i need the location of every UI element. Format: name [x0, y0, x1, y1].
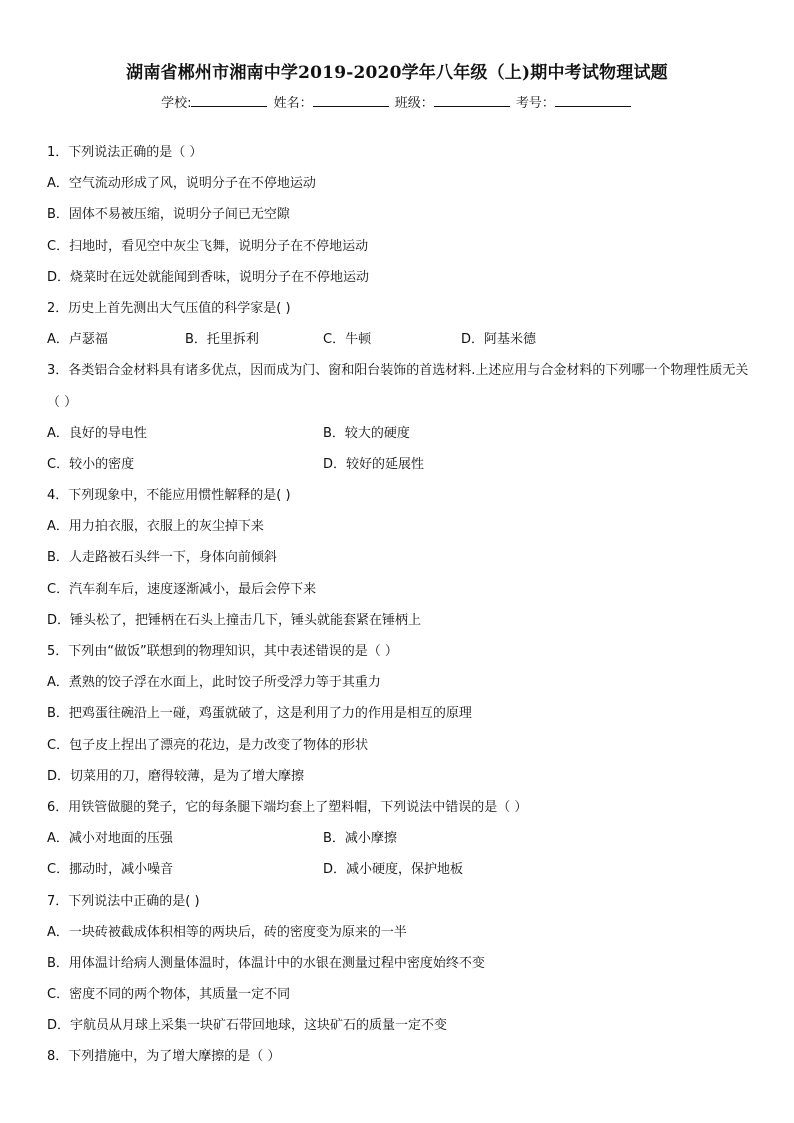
- question-stem: 5．下列由“做饭”联想到的物理知识，其中表述错误的是（ ）: [47, 644, 398, 660]
- answer-option: A．空气流动形成了风，说明分子在不停地运动: [47, 176, 316, 192]
- question-stem: 4．下列现象中，不能应用惯性解释的是( ): [47, 488, 291, 504]
- answer-option: B．减小摩擦: [323, 831, 397, 847]
- answer-option: A．一块砖被截成体积相等的两块后，砖的密度变为原来的一半: [47, 924, 407, 940]
- option-row: [47, 449, 752, 480]
- class-blank: [434, 94, 510, 107]
- answer-option: A．良好的导电性: [47, 425, 147, 441]
- answer-option: C．较小的密度: [47, 456, 135, 472]
- question-stem: 1．下列说法正确的是（ ）: [47, 145, 203, 160]
- answer-option: C．挪动时，减小噪音: [47, 862, 174, 878]
- option-row: [47, 854, 752, 885]
- answer-option: A．减小对地面的压强: [47, 831, 173, 847]
- answer-option: A．用力拍衣服，衣服上的灰尘掉下来: [47, 519, 264, 535]
- answer-option: C．汽车刹车后，速度逐渐减小，最后会停下来: [47, 581, 317, 597]
- answer-option: C．密度不同的两个物体，其质量一定不同: [47, 987, 291, 1003]
- question-stem: 7．下列说法中正确的是( ): [47, 893, 200, 909]
- exam-number-blank: [555, 94, 631, 107]
- option-row: [47, 324, 752, 355]
- name-label: 姓名：: [273, 96, 313, 111]
- school-label: 学校:: [161, 96, 192, 111]
- answer-option: B．用体温计给病人测量体温时，体温计中的水银在测量过程中密度始终不变: [47, 955, 485, 971]
- answer-option: B．较大的硬度: [323, 425, 410, 441]
- answer-option: D．切菜用的刀，磨得较薄，是为了增大摩擦: [47, 768, 305, 784]
- answer-option: D．减小硬度，保护地板: [323, 862, 464, 878]
- answer-option: D．宇航员从月球上采集一块矿石带回地球，这块矿石的质量一定不变: [47, 1018, 448, 1034]
- question-stem: 8．下列措施中，为了增大摩擦的是（ ）: [47, 1049, 281, 1065]
- answer-option: A．煮熟的饺子浮在水面上，此时饺子所受浮力等于其重力: [47, 675, 381, 691]
- option-row: [47, 823, 752, 854]
- answer-option: B．人走路被石头绊一下，身体向前倾斜: [47, 550, 277, 566]
- class-label: 班级：: [394, 96, 434, 111]
- answer-option: B．托里拆利: [185, 332, 259, 348]
- answer-option: C．扫地时，看见空中灰尘飞舞，说明分子在不停地运动: [47, 238, 369, 254]
- answer-option: D．阿基米德: [461, 332, 537, 348]
- answer-option: D．烧菜时在远处就能闻到香味，说明分子在不停地运动: [47, 269, 370, 285]
- name-blank: [313, 94, 389, 107]
- answer-option: C．包子皮上捏出了漂亮的花边，是力改变了物体的形状: [47, 737, 369, 753]
- question-stem: 2．历史上首先测出大气压值的科学家是( ): [47, 300, 291, 316]
- answer-option: A．卢瑟福: [47, 332, 108, 348]
- answer-option: D．锤头松了，把锤柄在石头上撞击几下，锤头就能套紧在锤柄上: [47, 612, 422, 628]
- answer-option: C．牛顿: [323, 332, 372, 348]
- student-info-row: [0, 92, 794, 111]
- question-stem: 3．各类铝合金材料具有诸多优点，因而成为门、窗和阳台装饰的首选材料.上述应用与合金材料的下列哪一个物理性质无关（ ）: [47, 363, 749, 410]
- answer-option: B．固体不易被压缩，说明分子间已无空隙: [47, 207, 290, 223]
- exam-title: 湖南省郴州市湘南中学2019-2020学年八年级（上)期中考试物理试题: [126, 63, 668, 83]
- question-list: [47, 137, 752, 1073]
- option-row: [47, 418, 752, 449]
- answer-option: B．把鸡蛋往碗沿上一碰，鸡蛋就破了，这是利用了力的作用是相互的原理: [47, 706, 472, 722]
- school-blank: [191, 94, 267, 107]
- exam-number-label: 考号：: [515, 96, 555, 111]
- answer-option: D．较好的延展性: [323, 456, 425, 472]
- question-stem: 6．用铁管做腿的凳子，它的每条腿下端均套上了塑料帽，下列说法中错误的是（ ）: [47, 799, 528, 815]
